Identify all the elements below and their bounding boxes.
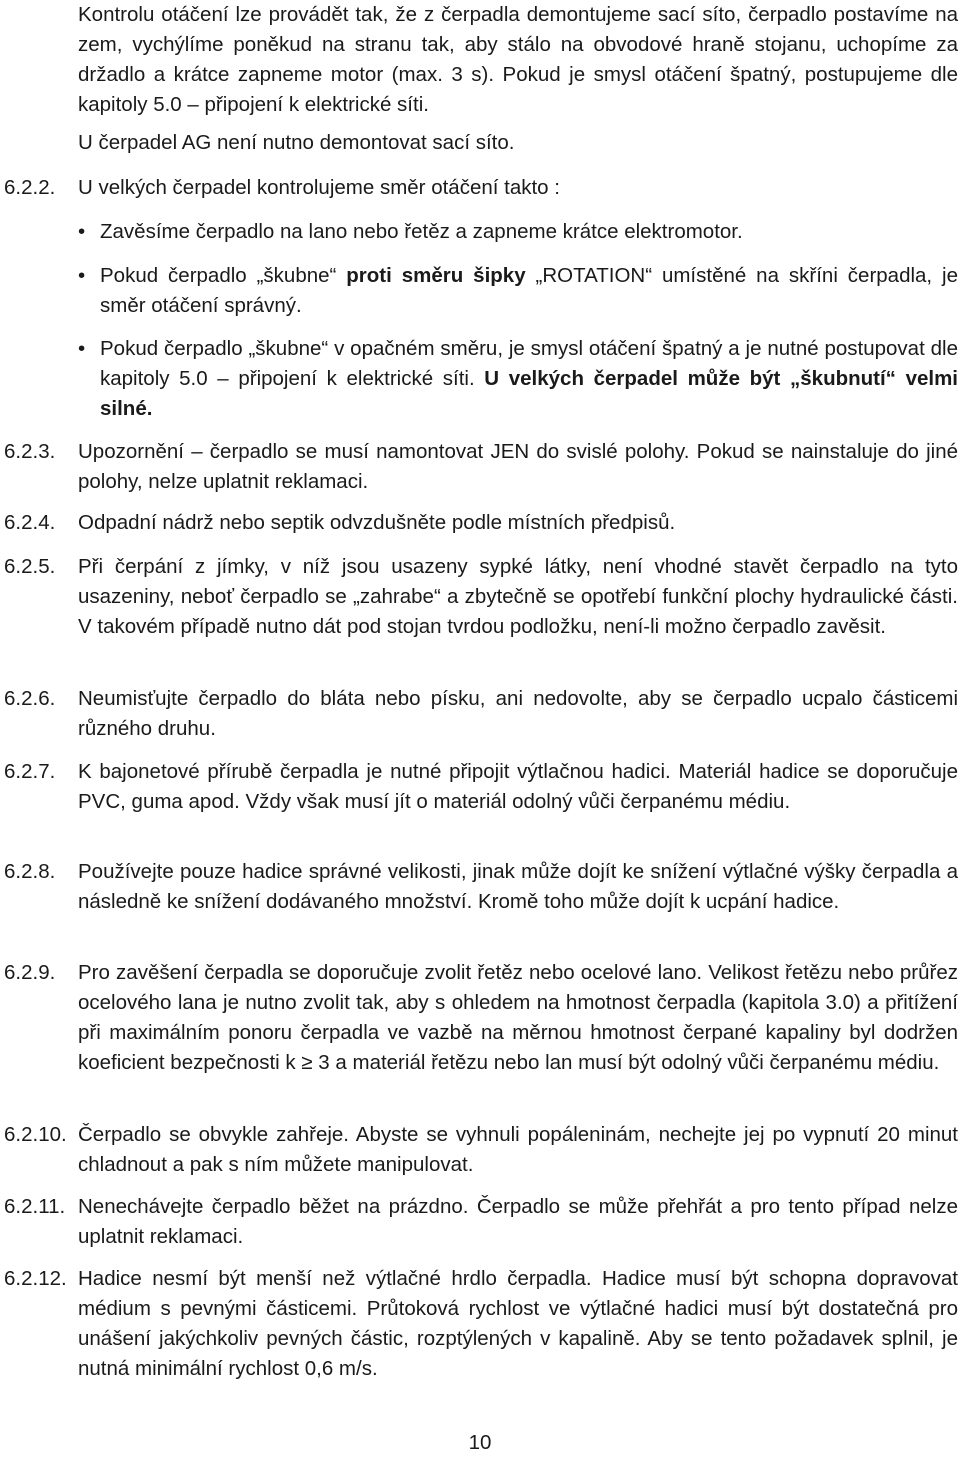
intro-note: U čerpadel AG není nutno demontovat sací síto. <box>78 131 515 154</box>
item-number: 6.2.9. <box>4 961 56 984</box>
bullet-icon: • <box>78 337 86 360</box>
bullet-item <box>78 334 958 424</box>
section-text: U velkých čerpadel kontrolujeme směr otáčení takto : <box>78 176 560 199</box>
item-text: K bajonetové přírubě čerpadla je nutné připojit výtlačnou hadici. Materiál hadice se doporučuje PVC, guma apod. Vždy však musí jít o materiál odolný vůči čerpanému médiu. <box>78 760 958 813</box>
bullet-item <box>78 261 958 321</box>
item-number: 6.2.5. <box>4 555 56 578</box>
bullet-icon: • <box>78 264 86 287</box>
item-number: 6.2.6. <box>4 687 56 710</box>
item-number: 6.2.10. <box>4 1123 67 1146</box>
bullet-text: Pokud čerpadlo „škubne“ proti směru šipky „ROTATION“ umístěné na skříni čerpadla, je směr otáčení správný. <box>100 264 958 317</box>
item-text: Odpadní nádrž nebo septik odvzdušněte podle místních předpisů. <box>78 511 676 534</box>
item-number: 6.2.11. <box>4 1195 66 1218</box>
section-number: 6.2.2. <box>4 176 56 199</box>
bullet-text: Zavěsíme čerpadlo na lano nebo řetěz a zapneme krátce elektromotor. <box>100 220 743 243</box>
bullet-icon: • <box>78 220 86 243</box>
item-text: Používejte pouze hadice správné velikosti, jinak může dojít ke snížení výtlačné výšky čerpadla a následně ke snížení dodávaného množství. Kromě toho může dojít k ucpání hadice. <box>78 860 958 913</box>
item-text: Hadice nesmí být menší než výtlačné hrdlo čerpadla. Hadice musí být schopna dopravovat médium s pevnými částicemi. Průtoková rychlost ve výtlačné hadici musí být dostatečná pro unášení jakýchkoliv pevných částic, rozptýlených v kapalině. Aby se tento požadavek splnil, je nutná minimální rychlost 0,6 m/s. <box>78 1267 958 1380</box>
item-number: 6.2.4. <box>4 511 56 534</box>
bold-text: proti směru šipky <box>346 264 526 287</box>
item-number: 6.2.8. <box>4 860 56 883</box>
item-text: Čerpadlo se obvykle zahřeje. Abyste se vyhnuli popáleninám, nechejte jej po vypnutí 20 minut chladnout a pak s ním můžete manipulovat. <box>78 1123 958 1176</box>
bullet-text: Pokud čerpadlo „škubne“ v opačném směru, je smysl otáčení špatný a je nutné postupovat dle kapitoly 5.0 – připojení k elektrické síti. U velkých čerpadel může být „škubnutí“ velmi silné. <box>100 337 959 420</box>
intro-paragraph: Kontrolu otáčení lze provádět tak, že z čerpadla demontujeme sací síto, čerpadlo postavíme na zem, vychýlíme poněkud na stranu tak, aby stálo na obvodové hraně stojanu, uchopíme za držadlo a krátce zapneme motor (max. 3 s). Pokud je smysl otáčení špatný, postupujeme dle kapitoly 5.0 – připojení k elektrické síti. <box>78 3 958 116</box>
item-number: 6.2.12. <box>4 1267 67 1290</box>
page-number: 10 <box>468 1431 492 1454</box>
item-text: Neumisťujte čerpadlo do bláta nebo písku, ani nedovolte, aby se čerpadlo ucpalo částicemi různého druhu. <box>78 687 958 740</box>
item-text: Upozornění – čerpadlo se musí namontovat JEN do svislé polohy. Pokud se nainstaluje do jiné polohy, nelze uplatnit reklamaci. <box>78 440 958 493</box>
item-text: Nenechávejte čerpadlo běžet na prázdno. Čerpadlo se může přehřát a pro tento případ nelze uplatnit reklamaci. <box>78 1195 958 1248</box>
bold-text: U velkých čerpadel může být „škubnutí“ velmi silné. <box>100 367 959 420</box>
item-text: Při čerpání z jímky, v níž jsou usazeny sypké látky, není vhodné stavět čerpadlo na tyto usazeniny, neboť čerpadlo se „zahrabe“ a zbytečně se opotřebí funkční plochy hydraulické části. V takovém případě nutno dát pod stojan tvrdou podložku, není-li možno čerpadlo zavěsit. <box>78 555 958 638</box>
item-number: 6.2.7. <box>4 760 56 783</box>
item-number: 6.2.3. <box>4 440 56 463</box>
bullet-item <box>78 217 958 247</box>
item-text: Pro zavěšení čerpadla se doporučuje zvolit řetěz nebo ocelové lano. Velikost řetězu nebo průřez ocelového lana je nutno zvolit tak, aby s ohledem na hmotnost čerpadla (kapitola 3.0) a přitížení při maximálním ponoru čerpadla ve vazbě na měrnou hmotnost čerpané kapaliny byl dodržen koeficient bezpečnosti k ≥ 3 a materiál řetězu nebo lan musí být odolný vůči čerpanému médiu. <box>78 961 958 1074</box>
